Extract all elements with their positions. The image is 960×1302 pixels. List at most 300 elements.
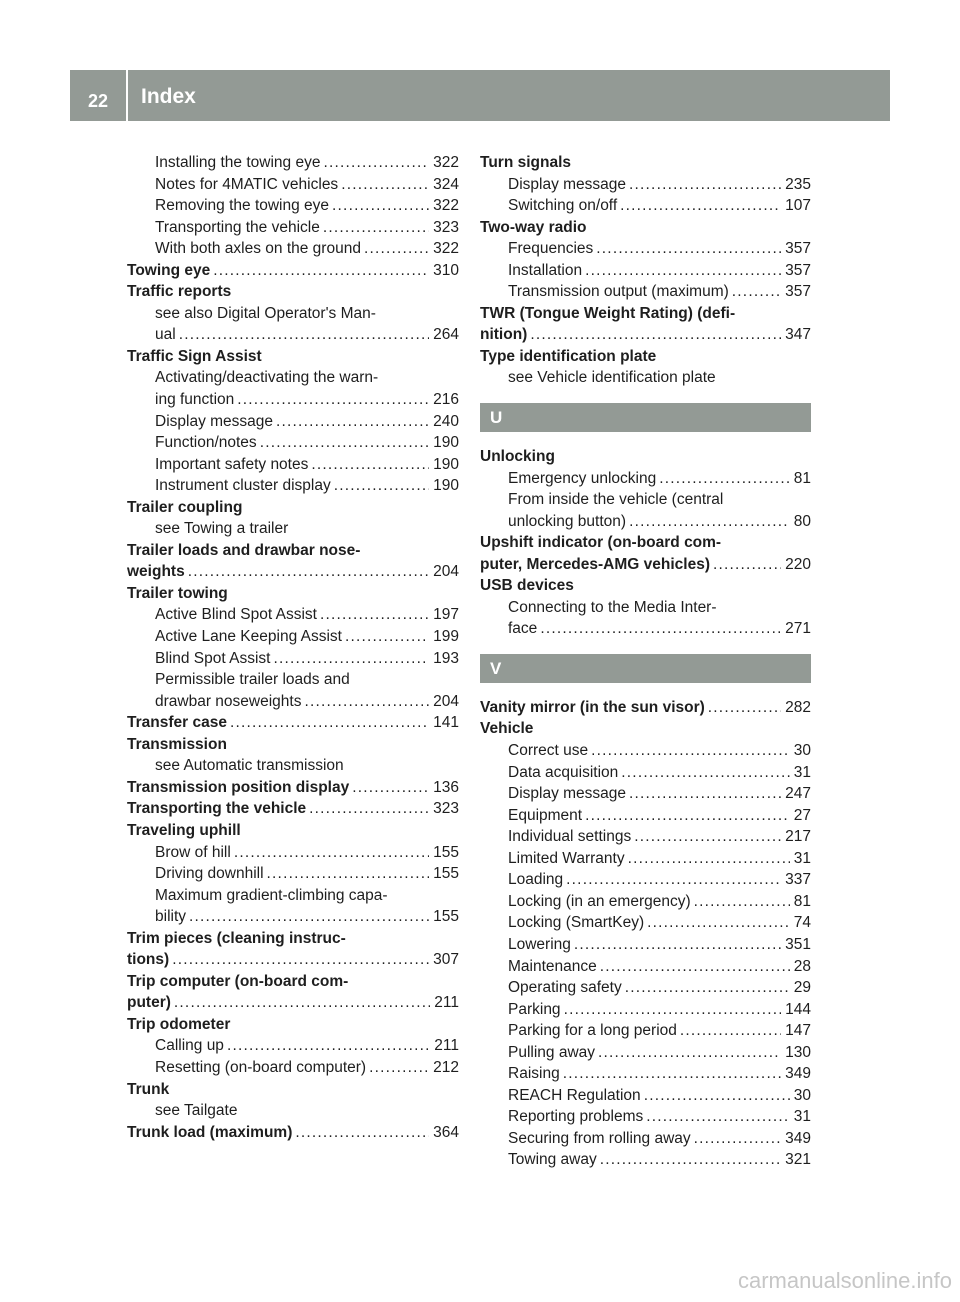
index-subentry xyxy=(127,604,459,626)
page-reference: 235 xyxy=(785,175,811,193)
entry-text: Transporting the vehicle xyxy=(155,218,320,236)
index-subentry xyxy=(480,1063,811,1085)
index-subentry xyxy=(480,912,811,934)
entry-text: Limited Warranty xyxy=(508,849,625,867)
entry-text: ing function xyxy=(155,391,235,409)
dot-leader xyxy=(341,174,429,196)
index-entry xyxy=(127,346,459,368)
entry-text: Parking xyxy=(508,1000,561,1018)
dot-leader xyxy=(600,1149,781,1171)
index-entry xyxy=(480,575,811,597)
dot-leader xyxy=(273,648,429,670)
entry-text: Traveling uphill xyxy=(127,821,241,839)
dot-leader xyxy=(628,848,790,870)
dot-leader xyxy=(227,1035,430,1057)
entry-text: Raising xyxy=(508,1065,560,1083)
index-column-left xyxy=(127,152,459,1143)
dot-leader xyxy=(629,511,790,533)
dot-leader xyxy=(295,1122,429,1144)
entry-text: Pulling away xyxy=(508,1043,596,1061)
dot-leader xyxy=(323,217,429,239)
index-entry xyxy=(127,949,459,971)
index-subentry xyxy=(127,389,459,411)
page-reference: 190 xyxy=(433,455,459,473)
page-reference: 28 xyxy=(793,957,811,975)
page-reference: 271 xyxy=(785,620,811,638)
page-reference: 27 xyxy=(793,806,811,824)
dot-leader xyxy=(188,561,429,583)
index-subentry xyxy=(127,1100,459,1122)
index-subentry xyxy=(480,762,811,784)
page-reference: 141 xyxy=(433,714,459,732)
entry-text: Trailer loads and drawbar nose- xyxy=(127,541,361,559)
entry-text: Frequencies xyxy=(508,240,594,258)
entry-text: face xyxy=(508,620,538,638)
entry-text: Switching on/off xyxy=(508,197,618,215)
dot-leader xyxy=(600,956,790,978)
entry-text: Connecting to the Media Inter- xyxy=(508,598,717,616)
index-entry xyxy=(127,992,459,1014)
entry-text: Emergency unlocking xyxy=(508,469,657,487)
dot-leader xyxy=(596,238,781,260)
index-entry xyxy=(480,346,811,368)
index-subentry xyxy=(127,367,459,389)
page-reference: 247 xyxy=(785,785,811,803)
index-entry xyxy=(480,217,811,239)
index-subentry xyxy=(127,755,459,777)
entry-text: Trunk xyxy=(127,1080,170,1098)
dot-leader xyxy=(267,863,430,885)
entry-text: Instrument cluster display xyxy=(155,477,331,495)
dot-leader xyxy=(276,411,429,433)
page-reference: 220 xyxy=(785,555,811,573)
entry-text: Vehicle xyxy=(480,720,534,738)
dot-leader xyxy=(311,454,429,476)
entry-text: Trim pieces (cleaning instruc- xyxy=(127,929,346,947)
dot-leader xyxy=(598,1042,781,1064)
entry-text: Traffic Sign Assist xyxy=(127,347,262,365)
index-subentry xyxy=(127,648,459,670)
entry-text: Active Lane Keeping Assist xyxy=(155,628,342,646)
page-reference: 107 xyxy=(785,197,811,215)
entry-text: Function/notes xyxy=(155,434,257,452)
page-reference: 347 xyxy=(785,326,811,344)
entry-text: see Tailgate xyxy=(155,1102,238,1120)
page-reference: 130 xyxy=(785,1043,811,1061)
entry-text: Display message xyxy=(508,785,627,803)
dot-leader xyxy=(323,152,429,174)
page-reference: 351 xyxy=(785,935,811,953)
page-reference: 240 xyxy=(433,412,459,430)
page-reference: 322 xyxy=(433,240,459,258)
entry-text: Towing away xyxy=(508,1151,597,1169)
entry-text: From inside the vehicle (central xyxy=(508,491,724,509)
page-reference: 349 xyxy=(785,1065,811,1083)
dot-leader xyxy=(237,389,429,411)
index-subentry xyxy=(480,195,811,217)
dot-leader xyxy=(334,475,429,497)
dot-leader xyxy=(713,554,781,576)
page-reference: 282 xyxy=(785,698,811,716)
dot-leader xyxy=(230,712,429,734)
page-reference: 204 xyxy=(433,692,459,710)
index-subentry xyxy=(480,174,811,196)
index-subentry xyxy=(127,238,459,260)
entry-text: Reporting problems xyxy=(508,1108,644,1126)
index-entry xyxy=(127,734,459,756)
index-subentry xyxy=(127,885,459,907)
page-reference: 193 xyxy=(433,649,459,667)
entry-text: puter) xyxy=(127,994,171,1012)
page-reference: 310 xyxy=(433,261,459,279)
page-reference: 349 xyxy=(785,1129,811,1147)
entry-text: tions) xyxy=(127,951,170,969)
page-reference: 147 xyxy=(785,1022,811,1040)
index-subentry xyxy=(480,238,811,260)
entry-text: Vanity mirror (in the sun visor) xyxy=(480,698,705,716)
entry-text: Trip odometer xyxy=(127,1015,231,1033)
index-subentry xyxy=(480,489,811,511)
dot-leader xyxy=(213,260,429,282)
watermark: carmanualsonline.info xyxy=(737,1268,952,1293)
index-entry xyxy=(127,712,459,734)
entry-text: Operating safety xyxy=(508,979,622,997)
dot-leader xyxy=(620,195,781,217)
dot-leader xyxy=(629,174,781,196)
page-reference: 211 xyxy=(434,994,459,1012)
page-reference: 74 xyxy=(793,914,811,932)
index-subentry xyxy=(127,152,459,174)
index-subentry xyxy=(480,511,811,533)
dot-leader xyxy=(179,324,429,346)
index-entry xyxy=(480,446,811,468)
index-entry xyxy=(480,554,811,576)
entry-text: Loading xyxy=(508,871,564,889)
page-reference: 357 xyxy=(785,283,811,301)
entry-text: Equipment xyxy=(508,806,583,824)
index-entry xyxy=(480,718,811,740)
dot-leader xyxy=(629,783,781,805)
dot-leader xyxy=(732,281,781,303)
entry-text: Transmission xyxy=(127,735,227,753)
dot-leader xyxy=(708,697,781,719)
index-entry xyxy=(480,152,811,174)
index-subentry xyxy=(127,518,459,540)
dot-leader xyxy=(659,468,790,490)
page-reference: 212 xyxy=(433,1058,459,1076)
index-subentry xyxy=(480,783,811,805)
entry-text: Transporting the vehicle xyxy=(127,800,307,818)
entry-text: Type identification plate xyxy=(480,347,657,365)
page-reference: 155 xyxy=(433,843,459,861)
page-header xyxy=(70,70,890,121)
entry-text: Active Blind Spot Assist xyxy=(155,606,317,624)
page-reference: 307 xyxy=(433,951,459,969)
entry-text: Two-way radio xyxy=(480,218,587,236)
page-reference: 30 xyxy=(793,742,811,760)
dot-leader xyxy=(566,869,781,891)
dot-leader xyxy=(260,432,429,454)
index-entry xyxy=(127,540,459,562)
dot-leader xyxy=(172,949,429,971)
dot-leader xyxy=(563,1063,781,1085)
entry-text: Activating/deactivating the warn- xyxy=(155,369,379,387)
dot-leader xyxy=(591,740,790,762)
index-subentry xyxy=(480,367,811,389)
dot-leader xyxy=(585,260,781,282)
index-subentry xyxy=(480,1128,811,1150)
page-reference: 29 xyxy=(793,979,811,997)
index-entry xyxy=(127,1014,459,1036)
dot-leader xyxy=(625,977,790,999)
entry-text: Trip computer (on-board com- xyxy=(127,972,349,990)
index-entry xyxy=(127,928,459,950)
entry-text: Individual settings xyxy=(508,828,632,846)
dot-leader xyxy=(345,626,429,648)
dot-leader xyxy=(320,604,429,626)
page-reference: 155 xyxy=(433,865,459,883)
page-reference: 204 xyxy=(433,563,459,581)
page-reference: 81 xyxy=(793,892,811,910)
index-subentry xyxy=(127,195,459,217)
page-reference: 80 xyxy=(793,512,811,530)
dot-leader xyxy=(680,1020,781,1042)
entry-text: Installing the towing eye xyxy=(155,154,321,171)
index-entry xyxy=(480,303,811,325)
page-reference: 324 xyxy=(433,175,459,193)
page-reference: 322 xyxy=(433,197,459,215)
entry-text: Blind Spot Assist xyxy=(155,649,271,667)
page-reference: 30 xyxy=(793,1086,811,1104)
entry-text: Securing from rolling away xyxy=(508,1129,691,1147)
index-subentry xyxy=(480,956,811,978)
index-subentry xyxy=(127,174,459,196)
page-reference: 357 xyxy=(785,240,811,258)
entry-text: Trailer towing xyxy=(127,584,228,602)
entry-text: nition) xyxy=(480,326,528,344)
dot-leader xyxy=(304,691,429,713)
entry-text: see Towing a trailer xyxy=(155,520,289,538)
entry-text: see Automatic transmission xyxy=(155,757,344,775)
entry-text: Traffic reports xyxy=(127,283,232,301)
dot-leader xyxy=(234,842,429,864)
entry-text: Installation xyxy=(508,261,583,279)
index-subentry xyxy=(127,1057,459,1079)
page-reference: 321 xyxy=(785,1151,811,1169)
dot-leader xyxy=(694,1128,781,1150)
entry-text: see Vehicle identification plate xyxy=(508,369,716,387)
entry-text: Transmission output (maximum) xyxy=(508,283,729,301)
entry-text: Locking (in an emergency) xyxy=(508,892,691,910)
dot-leader xyxy=(369,1057,429,1079)
index-entry xyxy=(127,1079,459,1101)
entry-text: Upshift indicator (on-board com- xyxy=(480,534,722,552)
page-reference: 337 xyxy=(785,871,811,889)
index-entry xyxy=(127,281,459,303)
page-reference: 211 xyxy=(434,1037,459,1055)
entry-text: Locking (SmartKey) xyxy=(508,914,645,932)
entry-text: Maintenance xyxy=(508,957,597,975)
index-subentry xyxy=(480,260,811,282)
page-reference: 264 xyxy=(433,326,459,344)
page-reference: 31 xyxy=(793,1108,811,1126)
entry-text: unlocking button) xyxy=(508,512,627,530)
index-subentry xyxy=(127,303,459,325)
dot-leader xyxy=(574,934,781,956)
index-subentry xyxy=(480,1042,811,1064)
index-subentry xyxy=(480,869,811,891)
page-reference: 217 xyxy=(785,828,811,846)
dot-leader xyxy=(309,798,429,820)
index-subentry xyxy=(127,475,459,497)
index-subentry xyxy=(480,1085,811,1107)
dot-leader xyxy=(530,324,781,346)
index-entry xyxy=(127,260,459,282)
dot-leader xyxy=(540,618,781,640)
dot-leader xyxy=(332,195,429,217)
dot-leader xyxy=(585,805,790,827)
entry-text: REACH Regulation xyxy=(508,1086,641,1104)
entry-text: Trailer coupling xyxy=(127,498,243,516)
index-subentry xyxy=(480,1149,811,1171)
page-reference: 31 xyxy=(793,763,811,781)
page-reference: 323 xyxy=(433,800,459,818)
entry-text: Calling up xyxy=(155,1037,224,1055)
index-subentry xyxy=(480,618,811,640)
entry-text: USB devices xyxy=(480,577,574,595)
index-subentry xyxy=(127,432,459,454)
page-number: 22 xyxy=(87,91,109,111)
index-subentry xyxy=(480,891,811,913)
entry-text: Unlocking xyxy=(480,448,555,466)
entry-text: Permissible trailer loads and xyxy=(155,671,350,689)
index-entry xyxy=(480,697,811,719)
index-subentry xyxy=(480,934,811,956)
entry-text: TWR (Tongue Weight Rating) (defi- xyxy=(480,304,736,322)
entry-text: Resetting (on-board computer) xyxy=(155,1058,367,1076)
entry-text: Maximum gradient-climbing capa- xyxy=(155,886,388,904)
entry-text: drawbar noseweights xyxy=(155,692,302,710)
entry-text: Transfer case xyxy=(127,714,227,732)
index-subentry xyxy=(127,669,459,691)
index-subentry xyxy=(480,999,811,1021)
page-reference: 144 xyxy=(785,1000,811,1018)
entry-text: With both axles on the ground xyxy=(155,240,361,258)
index-subentry xyxy=(127,1035,459,1057)
entry-text: ual xyxy=(155,326,176,344)
index-entry xyxy=(480,532,811,554)
dot-leader xyxy=(174,992,430,1014)
dot-leader xyxy=(352,777,429,799)
dot-leader xyxy=(189,906,429,928)
index-subentry xyxy=(480,977,811,999)
page-title: Index xyxy=(141,84,196,108)
page-reference: 364 xyxy=(433,1123,459,1141)
section-letter-v: V xyxy=(480,654,811,683)
dot-leader xyxy=(364,238,429,260)
index-subentry xyxy=(480,1020,811,1042)
dot-leader xyxy=(634,826,781,848)
index-subentry xyxy=(480,848,811,870)
entry-text: Trunk load (maximum) xyxy=(127,1123,293,1141)
page-reference: 216 xyxy=(433,391,459,409)
entry-text: weights xyxy=(127,563,185,581)
entry-text: Brow of hill xyxy=(155,843,231,861)
entry-text: Data acquisition xyxy=(508,763,619,781)
index-entry xyxy=(480,324,811,346)
index-entry xyxy=(127,497,459,519)
index-subentry xyxy=(127,626,459,648)
entry-text: Important safety notes xyxy=(155,455,309,473)
page-reference: 155 xyxy=(433,908,459,926)
index-subentry xyxy=(480,597,811,619)
index-subentry xyxy=(127,324,459,346)
index-subentry xyxy=(127,454,459,476)
page-reference: 357 xyxy=(785,261,811,279)
page-reference: 81 xyxy=(793,469,811,487)
page-reference: 190 xyxy=(433,434,459,452)
entry-text: Driving downhill xyxy=(155,865,264,883)
index-entry xyxy=(127,561,459,583)
index-subentry xyxy=(480,1106,811,1128)
page-reference: 31 xyxy=(793,849,811,867)
page-reference: 190 xyxy=(433,477,459,495)
index-subentry xyxy=(480,826,811,848)
index-column-right xyxy=(480,152,811,1171)
entry-text: Lowering xyxy=(508,935,571,953)
entry-text: Towing eye xyxy=(127,261,211,279)
index-subentry xyxy=(127,906,459,928)
index-entry xyxy=(127,777,459,799)
dot-leader xyxy=(621,762,789,784)
index-subentry xyxy=(127,863,459,885)
index-subentry xyxy=(127,842,459,864)
index-subentry xyxy=(480,281,811,303)
index-entry xyxy=(127,583,459,605)
index-subentry xyxy=(127,691,459,713)
index-entry xyxy=(127,798,459,820)
entry-text: puter, Mercedes-AMG vehicles) xyxy=(480,555,710,573)
page-reference: 136 xyxy=(433,778,459,796)
entry-text: Parking for a long period xyxy=(508,1022,677,1040)
dot-leader xyxy=(694,891,790,913)
dot-leader xyxy=(644,1085,790,1107)
index-subentry xyxy=(480,468,811,490)
index-entry xyxy=(127,820,459,842)
entry-text: Transmission position display xyxy=(127,778,350,796)
page-reference: 322 xyxy=(433,154,459,171)
entry-text: Correct use xyxy=(508,742,589,760)
section-letter-u: U xyxy=(480,403,811,432)
entry-text: Removing the towing eye xyxy=(155,197,330,215)
dot-leader xyxy=(647,912,790,934)
entry-text: bility xyxy=(155,908,187,926)
entry-text: Display message xyxy=(155,412,274,430)
entry-text: Display message xyxy=(508,175,627,193)
entry-text: Turn signals xyxy=(480,154,572,171)
page-reference: 323 xyxy=(433,218,459,236)
index-entry xyxy=(127,1122,459,1144)
index-subentry xyxy=(480,805,811,827)
entry-text: Notes for 4MATIC vehicles xyxy=(155,175,339,193)
index-subentry xyxy=(127,217,459,239)
page-reference: 197 xyxy=(433,606,459,624)
entry-text: see also Digital Operator's Man- xyxy=(155,304,376,322)
dot-leader xyxy=(564,999,782,1021)
page-reference: 199 xyxy=(433,628,459,646)
dot-leader xyxy=(646,1106,789,1128)
index-subentry xyxy=(480,740,811,762)
